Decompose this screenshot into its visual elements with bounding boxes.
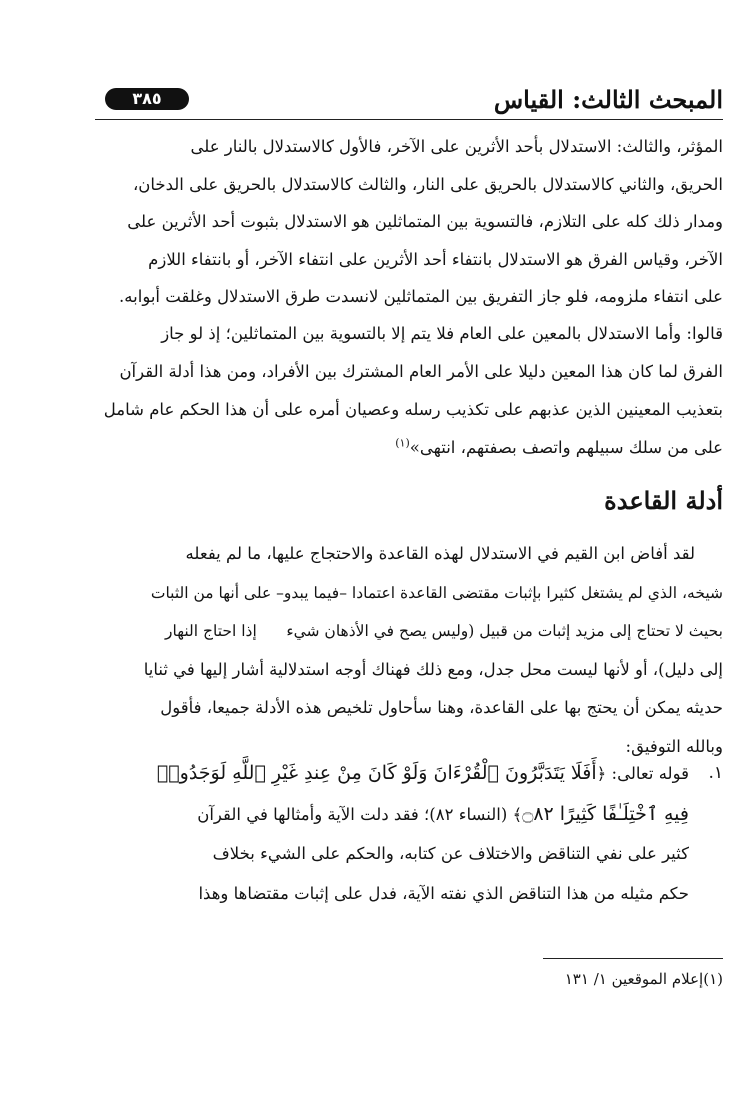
chapter-title: المبحث الثالث: القياس	[493, 85, 723, 114]
text-line: قالوا: وأما الاستدلال بالمعين على العام فلا يتم إلا بالتسوية بين المتماثلين؛ إذ لو جاز	[161, 324, 723, 343]
text-line: حكم مثيله من هذا التناقض الذي نفته الآية، فدل على إثبات مقتضاها وهذا	[198, 884, 689, 903]
text-segment: ﴾ (النساء ٨٢)؛ فقد دلت الآية وأمثالها في القرآن	[197, 805, 523, 824]
text-line: ومدار ذلك كله على التلازم، فالتسوية بين المتماثلين هو الاستدلال بثبوت أحد الأثرين على	[127, 212, 723, 231]
text-line	[95, 752, 689, 794]
text-line: شيخه، الذي لم يشتغل كثيرا بإثبات مقتضى القاعدة اعتمادا –فيما يبدو– على أنها من الثبات	[150, 583, 723, 602]
text-line: وبالله التوفيق:	[625, 736, 723, 756]
footnote-rule	[543, 958, 723, 959]
text-line: الآخر، وقياس الفرق هو الاستدلال بانتفاء أحد الأثرين على انتفاء الآخر، أو بانتفاء اللازم	[148, 249, 723, 269]
text-line: على انتفاء ملزومه، فلو جاز التفريق بين المتماثلين لانسدت طرق الاستدلال وغلقت أبوابه.	[119, 287, 723, 306]
paragraph-2	[95, 315, 723, 467]
list-number: ١.	[708, 763, 723, 783]
text-line: المؤثر، والثالث: الاستدلال بأحد الأثرين على الآخر، فالأول كالاستدلال بالنار على	[190, 137, 723, 156]
text-line: بحيث لا تحتاج إلى مزيد إثبات من قبيل (وليس يصح في الأذهان شيء إذا احتاج النهار	[165, 622, 723, 640]
text-line: الفرق لما كان هذا المعين دليلا على الأمر العام المشترك بين الأفراد، ومن هذا أدلة القرآن	[119, 362, 723, 381]
quran-verse: أَفَلَا يَتَدَبَّرُونَ ٱلْقُرْءَانَ وَلَوْ كَانَ مِنْ عِندِ غَيْرِ ٱللَّهِ لَوَجَدُوا۟	[156, 762, 597, 784]
page-number-badge: ٣٨٥	[105, 88, 189, 110]
header-rule	[95, 119, 723, 120]
text-segment: على من سلك سبيلهم واتصف بصفتهم، انتهى»	[409, 438, 723, 457]
paragraph-3	[95, 535, 723, 766]
section-heading: أدلة القاعدة	[604, 486, 723, 515]
text-line: كثير على نفي التناقض والاختلاف عن كتابه، والحكم على الشيء بخلاف	[212, 844, 689, 863]
footnote: (١)إعلام الموقعين ١/ ١٣١	[564, 970, 723, 988]
text-line: إلى دليل)، أو لأنها ليست محل جدل، ومع ذلك فهناك أوجه استدلالية أشار إليها في ثنايا	[143, 659, 723, 679]
text-segment: قوله تعالى: ﴿	[596, 764, 689, 783]
text-line: بتعذيب المعينين الذين عذبهم على تكذيب رسله وعصيان أمره على أن هذا الحكم عام شامل	[103, 400, 723, 419]
paragraph-1	[95, 128, 723, 316]
text-line	[95, 794, 689, 834]
footnote-marker: (١)	[395, 436, 410, 450]
text-line: حديثه يمكن أن يحتج بها على القاعدة، وهنا سأحاول تلخيص هذه الأدلة جميعا، فأقول	[160, 698, 723, 717]
list-item-body	[95, 752, 689, 914]
text-line: لقد أفاض ابن القيم في الاستدلال لهذه القاعدة والاحتجاج عليها، ما لم يفعله	[185, 544, 695, 563]
text-line	[95, 429, 723, 467]
quran-verse: فِيهِ ٱخْتِلَـٰفًا كَثِيرًا ۝٨٢	[522, 803, 689, 825]
page-header	[95, 80, 723, 124]
text-line: الحريق، والثاني كالاستدلال بالحريق على النار، والثالث كالاستدلال بالحريق على الدخان،	[132, 174, 723, 194]
